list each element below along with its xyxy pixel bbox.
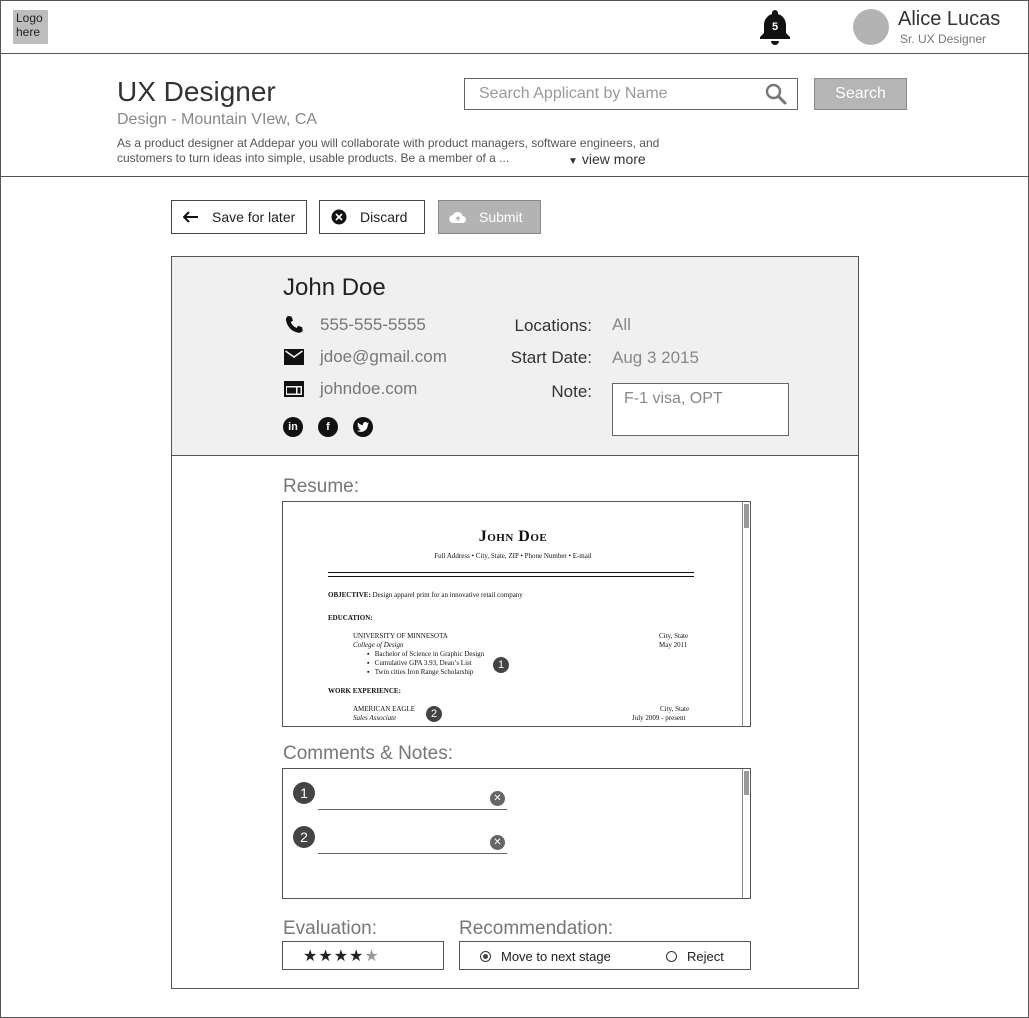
website-url[interactable]: johndoe.com xyxy=(320,379,418,398)
scrollbar-thumb[interactable] xyxy=(744,771,749,795)
phone-number[interactable]: 555-555-5555 xyxy=(320,315,426,334)
resume-scrollbar[interactable] xyxy=(742,502,750,726)
user-name[interactable]: Alice Lucas xyxy=(898,8,1001,30)
discard-label: Discard xyxy=(360,209,408,225)
resume-job-dates: July 2009 - present xyxy=(632,714,686,722)
resume-employer-location: City, State xyxy=(660,705,690,713)
radio-unselected-icon xyxy=(666,951,677,962)
star-icon[interactable]: ★ xyxy=(349,948,365,965)
resume-college: College of Design xyxy=(353,641,404,649)
discard-button[interactable] xyxy=(319,200,425,234)
star-rating[interactable] xyxy=(282,941,444,970)
resume-education-heading: EDUCATION: xyxy=(328,614,373,622)
start-date-label: Start Date: xyxy=(510,348,592,367)
locations-value: All xyxy=(612,315,631,334)
radio-move-to-next-stage[interactable] xyxy=(480,949,611,964)
logo[interactable]: Logo here xyxy=(13,10,48,44)
avatar[interactable] xyxy=(853,9,889,45)
recommendation-group xyxy=(459,941,751,970)
submit-button[interactable] xyxy=(438,200,541,234)
website-row xyxy=(283,378,417,400)
comments-section-label: Comments & Notes: xyxy=(283,743,453,764)
star-icon[interactable]: ★ xyxy=(303,948,319,965)
phone-icon xyxy=(283,314,305,336)
comment-number: 1 xyxy=(293,782,315,804)
locations-label: Locations: xyxy=(514,316,592,335)
resume-grad-date: May 2011 xyxy=(659,641,688,649)
resume-address: Full Address • City, State, ZIP • Phone Number • E-mail xyxy=(434,552,592,560)
radio-label: Reject xyxy=(687,949,724,964)
candidate-card xyxy=(171,256,859,989)
resume-divider xyxy=(328,572,694,573)
note-field[interactable]: F-1 visa, OPT xyxy=(612,383,789,436)
twitter-icon[interactable] xyxy=(353,417,373,437)
resume-section-label: Resume: xyxy=(283,476,360,497)
resume-viewer[interactable] xyxy=(282,501,751,727)
candidate-header xyxy=(172,257,858,456)
remove-comment-icon[interactable]: ✕ xyxy=(490,835,505,850)
resume-job-role: Sales Associate xyxy=(353,714,397,722)
resume-bullet: ▪ Bachelor of Science in Graphic Design xyxy=(367,650,485,658)
facebook-icon[interactable]: f xyxy=(318,417,338,437)
evaluation-section-label: Evaluation: xyxy=(283,918,378,939)
job-header xyxy=(0,54,1029,177)
page-title: UX Designer xyxy=(117,76,276,107)
comment-marker[interactable]: 1 xyxy=(493,657,509,673)
start-date-value: Aug 3 2015 xyxy=(612,348,699,367)
comment-marker[interactable]: 2 xyxy=(426,706,442,722)
notification-count: 5 xyxy=(771,21,779,33)
job-subtitle: Design - Mountain VIew, CA xyxy=(117,111,318,128)
search-input[interactable] xyxy=(465,79,755,109)
scrollbar-thumb[interactable] xyxy=(744,504,749,528)
top-bar xyxy=(0,0,1029,54)
view-more-label: view more xyxy=(581,151,646,167)
search-field xyxy=(464,78,798,110)
close-circle-icon xyxy=(330,208,348,226)
radio-label: Move to next stage xyxy=(501,949,611,964)
phone-row xyxy=(283,314,426,336)
submit-label: Submit xyxy=(479,209,523,225)
resume-school: UNIVERSITY OF MINNESOTA xyxy=(353,632,448,640)
recommendation-section-label: Recommendation: xyxy=(459,918,614,939)
resume-name: John Doe xyxy=(478,528,548,545)
star-empty-icon[interactable]: ★ xyxy=(364,948,380,965)
job-description: As a product designer at Addepar you will collaborate with product managers, software engineers, and customers to turn ideas into simple, usable products. Be a member of a ... xyxy=(117,136,660,165)
radio-reject[interactable] xyxy=(666,949,724,964)
resume-school-location: City, State xyxy=(659,632,689,640)
resume-work-heading: WORK EXPERIENCE: xyxy=(328,687,401,695)
comment-row xyxy=(293,782,507,806)
comment-number: 2 xyxy=(293,826,315,848)
star-icon[interactable]: ★ xyxy=(333,948,350,965)
comments-scrollbar[interactable] xyxy=(742,769,750,898)
caret-down-icon: ▼ xyxy=(568,156,578,167)
comment-row xyxy=(293,826,507,850)
mail-icon xyxy=(283,346,305,368)
comments-panel xyxy=(282,768,751,899)
remove-comment-icon[interactable]: ✕ xyxy=(490,791,505,806)
comment-input[interactable] xyxy=(318,853,507,854)
website-icon xyxy=(283,378,305,400)
resume-divider xyxy=(328,576,694,577)
radio-selected-icon xyxy=(480,951,491,962)
comment-input[interactable] xyxy=(318,809,507,810)
note-label: Note: xyxy=(551,382,592,401)
candidate-name: John Doe xyxy=(283,274,386,301)
email-row xyxy=(283,346,447,368)
email-address[interactable]: jdoe@gmail.com xyxy=(320,347,447,366)
save-for-later-button[interactable] xyxy=(171,200,307,234)
linkedin-icon[interactable]: in xyxy=(283,417,303,437)
star-icon[interactable]: ★ xyxy=(318,948,334,965)
arrow-left-icon xyxy=(182,208,200,226)
search-icon[interactable] xyxy=(765,83,787,105)
view-more-link[interactable] xyxy=(568,151,646,167)
resume-bullet: ▪ Twin cities Iron Range Scholarship xyxy=(367,668,474,676)
save-for-later-label: Save for later xyxy=(212,209,296,225)
cloud-upload-icon xyxy=(449,208,467,226)
resume-employer: AMERICAN EAGLE xyxy=(353,705,416,713)
resume-bullet: ▪ Cumulative GPA 3.93, Dean’s List xyxy=(367,659,472,667)
user-role: Sr. UX Designer xyxy=(900,32,987,46)
search-button[interactable]: Search xyxy=(814,78,907,110)
resume-objective: OBJECTIVE: Design apparel print for an innovative retail company xyxy=(328,591,523,599)
